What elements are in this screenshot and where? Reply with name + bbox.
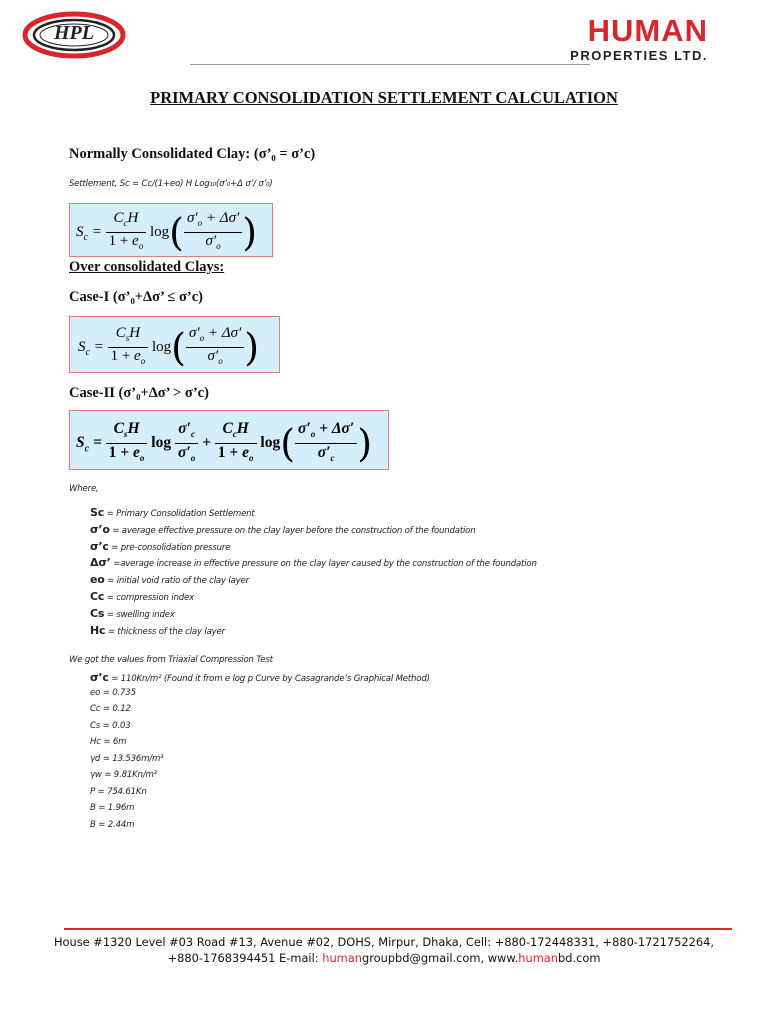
list-item — [90, 737, 430, 754]
symbol: eo — [90, 573, 105, 587]
symbol: Cc — [90, 704, 101, 714]
symbol: Sc — [90, 506, 105, 519]
value: = 110Kn/m² (Found it from e log p Curve by Casagrande’s Graphical Method) — [111, 674, 430, 684]
symbol: Cc — [90, 589, 105, 603]
footer-divider — [64, 928, 732, 930]
list-item — [90, 556, 537, 573]
header-divider — [190, 64, 590, 65]
footer-address — [0, 934, 768, 966]
email-highlight[interactable]: human — [322, 951, 362, 965]
symbol: B — [90, 819, 96, 830]
symbol: σ’c — [90, 539, 109, 553]
symbol: Δσ’ — [90, 556, 111, 570]
where-label: Where, — [69, 484, 99, 494]
symbol: Hc — [90, 737, 101, 747]
hpl-logo — [22, 10, 126, 60]
definition: = average effective pressure on the clay layer before the construction of the foundation — [112, 525, 476, 536]
value: = 0.735 — [102, 687, 136, 698]
value: = 13.536m/m³ — [102, 753, 164, 764]
symbol: Cs — [90, 606, 105, 620]
value: = 6m — [103, 737, 127, 747]
list-item — [90, 688, 430, 705]
list-item — [90, 820, 430, 837]
symbol: γd — [90, 753, 101, 764]
list-item — [90, 803, 430, 820]
footer-line-2 — [0, 950, 768, 966]
nc-heading: Normally Consolidated Clay: (σ’₀ = σ’c) — [69, 146, 316, 162]
definition: = Primary Consolidation Settlement — [106, 509, 255, 519]
case1-heading: Case-I (σ’₀+Δσ’ ≤ σ’c) — [69, 289, 203, 305]
footer-phone: +880-1768394451 E-mail: — [167, 951, 323, 965]
symbol: P — [90, 786, 95, 797]
value: = 0.03 — [102, 720, 131, 731]
value: = 1.96m — [98, 803, 135, 813]
definition: = pre-consolidation pressure — [111, 542, 231, 553]
definitions-list — [90, 506, 537, 640]
list-item — [90, 721, 430, 738]
definition: = initial void ratio of the clay layer — [107, 576, 249, 587]
definition: = swelling index — [106, 609, 175, 620]
value: = 0.12 — [102, 704, 131, 714]
web-prefix: , www. — [480, 951, 519, 965]
symbol: Cs — [90, 720, 101, 731]
company-sub: PROPERTIES LTD. — [570, 48, 708, 63]
values-intro: We got the values from Triaxial Compression Test — [69, 655, 273, 665]
email-link[interactable]: groupbd@gmail.com — [361, 951, 481, 965]
equation-box-case2: $S_c$ = $\frac{C_sH}{1 + e_o}$ log $\frac{\sigma'_c}{\sigma'_o}$ + $\frac{C_cH}{1 + e_o}$ log( $\frac{\sigma'_o + \Delta\sigma'}{\sigma'_c}$ ) — [69, 410, 389, 470]
list-item — [90, 523, 537, 540]
list-item — [90, 787, 430, 804]
value: = 2.44m — [98, 819, 135, 830]
equation-box-nc: $S_c$ = $\frac{C_cH}{1 + e_o}$ log( $\frac{\sigma'_o + \Delta\sigma'}{\sigma'_o}$ ) — [69, 203, 273, 257]
list-item — [90, 671, 430, 688]
list-item — [90, 770, 430, 787]
list-item — [90, 540, 537, 557]
symbol: B — [90, 803, 96, 813]
list-item — [90, 573, 537, 590]
company-name: HUMAN — [587, 13, 708, 48]
company-brand — [570, 13, 708, 63]
symbol: σ’o — [90, 522, 110, 536]
list-item — [90, 704, 430, 721]
web-highlight[interactable]: human — [518, 951, 558, 965]
symbol: Hc — [90, 623, 106, 637]
symbol: γw — [90, 770, 102, 780]
definition: = compression index — [106, 592, 194, 603]
list-item — [90, 624, 537, 641]
hpl-logo-text: HPL — [54, 22, 94, 44]
symbol: σ’c — [90, 671, 109, 684]
list-item — [90, 754, 430, 771]
page-title: PRIMARY CONSOLIDATION SETTLEMENT CALCULATION — [150, 88, 618, 107]
web-link[interactable]: bd.com — [558, 951, 601, 965]
list-item — [90, 590, 537, 607]
definition: = thickness of the clay layer — [107, 626, 225, 637]
value: = 9.81Kn/m³ — [104, 770, 157, 780]
equation-box-case1: $S_c$ = $\frac{C_sH}{1 + e_o}$ log( $\frac{\sigma'_o + \Delta\sigma'}{\sigma'_o}$ ) — [69, 316, 280, 373]
list-item — [90, 607, 537, 624]
nc-formula-line: Settlement, Sc = Cc/(1+eo) H Log₁₀(σ’₀+Δ σ’/ σ’₀) — [69, 179, 273, 189]
oc-heading: Over consolidated Clays: — [69, 259, 225, 275]
list-item — [90, 506, 537, 523]
values-list — [90, 671, 430, 836]
footer-line-1: House #1320 Level #03 Road #13, Avenue #02, DOHS, Mirpur, Dhaka, Cell: +880-172448331, +880-1721752264, — [53, 935, 715, 949]
value: = 754.61Kn — [97, 786, 147, 797]
definition: =average increase in effective pressure on the clay layer caused by the construction of the foundation — [113, 559, 537, 570]
case2-heading: Case-II (σ’₀+Δσ’ > σ’c) — [69, 385, 209, 401]
symbol: eo — [90, 687, 101, 698]
